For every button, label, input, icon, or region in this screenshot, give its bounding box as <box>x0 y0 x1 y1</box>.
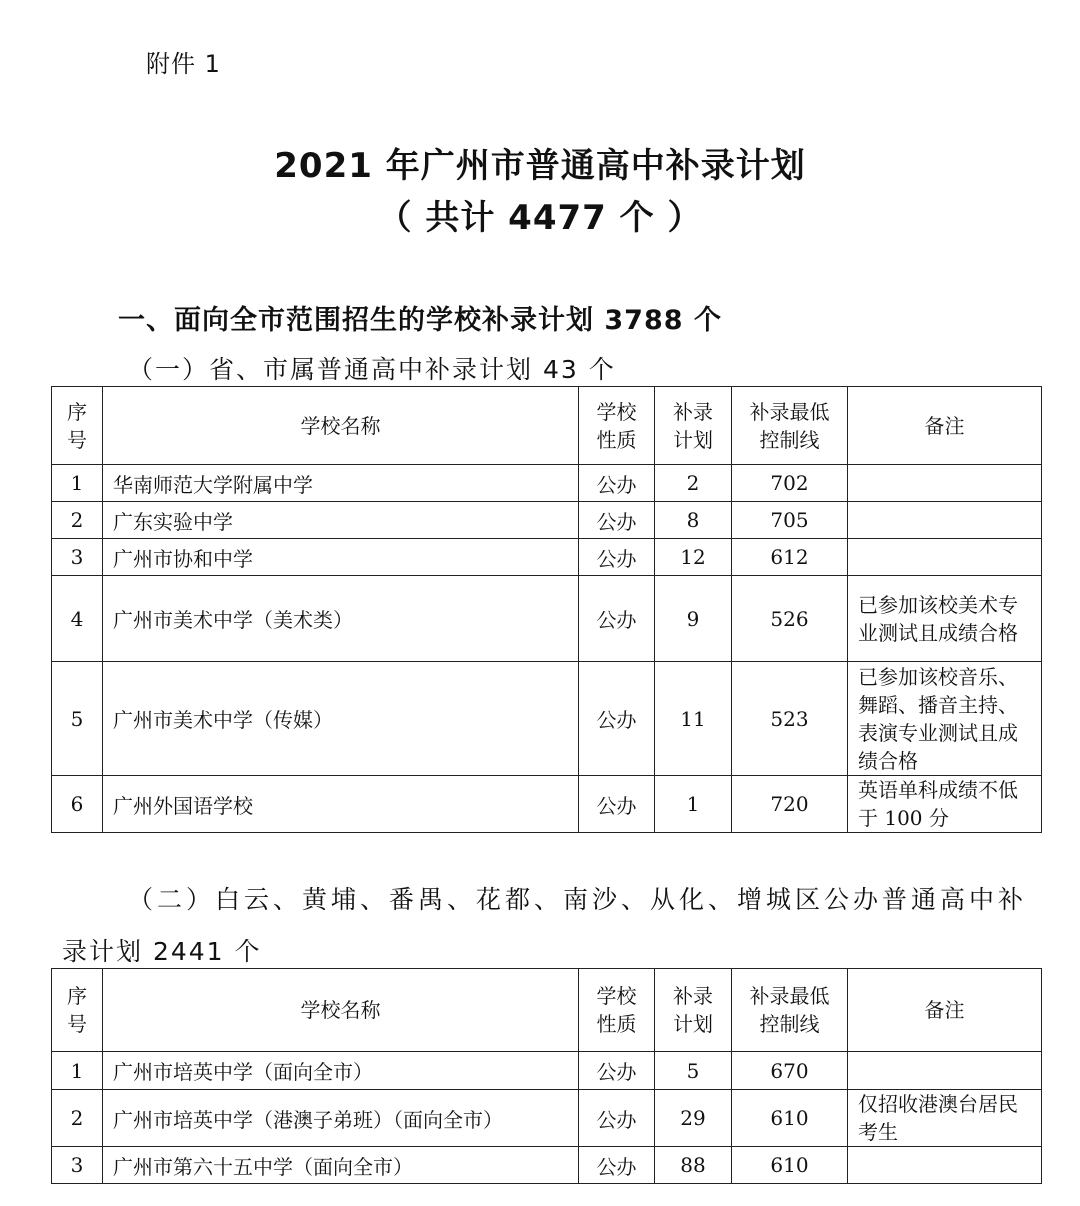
table-header-row <box>52 387 1042 465</box>
cell-school-name: 华南师范大学附属中学 <box>103 465 579 502</box>
cell-no: 2 <box>52 1090 103 1147</box>
table-row <box>52 502 1042 539</box>
cell-school-name: 广东实验中学 <box>103 502 579 539</box>
cell-min-score: 526 <box>732 576 848 662</box>
header-plan: 补录计划 <box>655 969 732 1052</box>
header-no: 序号 <box>52 969 103 1052</box>
cell-no: 2 <box>52 502 103 539</box>
subsection-heading-2-cont: 录计划 2441 个 <box>62 937 262 966</box>
cell-note <box>848 1052 1042 1090</box>
plan-table-1 <box>51 386 1042 833</box>
cell-no: 5 <box>52 662 103 776</box>
cell-note: 已参加该校音乐、舞蹈、播音主持、表演专业测试且成绩合格 <box>848 662 1042 776</box>
header-plan: 补录计划 <box>655 387 732 465</box>
cell-school-type: 公办 <box>579 465 655 502</box>
cell-note <box>848 502 1042 539</box>
cell-plan-count: 8 <box>655 502 732 539</box>
cell-min-score: 610 <box>732 1147 848 1184</box>
cell-min-score: 523 <box>732 662 848 776</box>
cell-school-name: 广州外国语学校 <box>103 776 579 833</box>
table-row <box>52 539 1042 576</box>
cell-no: 1 <box>52 465 103 502</box>
header-line: 补录最低控制线 <box>732 969 848 1052</box>
header-name: 学校名称 <box>103 969 579 1052</box>
header-name: 学校名称 <box>103 387 579 465</box>
header-note: 备注 <box>848 387 1042 465</box>
table-row <box>52 1052 1042 1090</box>
section-heading: 一、面向全市范围招生的学校补录计划 3788 个 <box>118 305 722 336</box>
cell-no: 1 <box>52 1052 103 1090</box>
cell-note: 仅招收港澳台居民考生 <box>848 1090 1042 1147</box>
cell-note <box>848 1147 1042 1184</box>
cell-school-type: 公办 <box>579 1147 655 1184</box>
cell-school-type: 公办 <box>579 1052 655 1090</box>
document-subtitle: （ 共计 4477 个 ） <box>377 198 703 238</box>
cell-school-name: 广州市美术中学（美术类） <box>103 576 579 662</box>
cell-school-name: 广州市美术中学（传媒） <box>103 662 579 776</box>
cell-plan-count: 9 <box>655 576 732 662</box>
table-header-row <box>52 969 1042 1052</box>
cell-plan-count: 12 <box>655 539 732 576</box>
header-line: 补录最低控制线 <box>732 387 848 465</box>
cell-school-name: 广州市培英中学（面向全市） <box>103 1052 579 1090</box>
cell-school-name: 广州市培英中学（港澳子弟班）（面向全市） <box>103 1090 579 1147</box>
cell-school-type: 公办 <box>579 502 655 539</box>
cell-school-type: 公办 <box>579 1090 655 1147</box>
table-row <box>52 776 1042 833</box>
cell-min-score: 702 <box>732 465 848 502</box>
cell-school-type: 公办 <box>579 662 655 776</box>
cell-no: 4 <box>52 576 103 662</box>
cell-school-type: 公办 <box>579 539 655 576</box>
cell-min-score: 670 <box>732 1052 848 1090</box>
cell-school-type: 公办 <box>579 576 655 662</box>
cell-plan-count: 2 <box>655 465 732 502</box>
subsection-heading-2: （二）白云、黄埔、番禺、花都、南沙、从化、增城区公办普通高中补 <box>128 885 1028 914</box>
subsection-heading-1: （一）省、市属普通高中补录计划 43 个 <box>128 355 616 384</box>
cell-school-type: 公办 <box>579 776 655 833</box>
cell-note: 英语单科成绩不低于 100 分 <box>848 776 1042 833</box>
document-title: 2021 年广州市普通高中补录计划 <box>274 146 806 186</box>
plan-table-2 <box>51 968 1042 1184</box>
cell-note: 已参加该校美术专业测试且成绩合格 <box>848 576 1042 662</box>
cell-min-score: 610 <box>732 1090 848 1147</box>
attachment-label: 附件 1 <box>146 50 221 78</box>
cell-school-name: 广州市协和中学 <box>103 539 579 576</box>
cell-plan-count: 5 <box>655 1052 732 1090</box>
cell-no: 3 <box>52 539 103 576</box>
cell-min-score: 705 <box>732 502 848 539</box>
cell-plan-count: 11 <box>655 662 732 776</box>
cell-plan-count: 88 <box>655 1147 732 1184</box>
cell-no: 6 <box>52 776 103 833</box>
header-note: 备注 <box>848 969 1042 1052</box>
cell-no: 3 <box>52 1147 103 1184</box>
header-type: 学校性质 <box>579 387 655 465</box>
cell-note <box>848 465 1042 502</box>
table-row <box>52 1147 1042 1184</box>
cell-note <box>848 539 1042 576</box>
cell-plan-count: 29 <box>655 1090 732 1147</box>
table-row <box>52 662 1042 776</box>
table-row <box>52 1090 1042 1147</box>
cell-min-score: 612 <box>732 539 848 576</box>
cell-plan-count: 1 <box>655 776 732 833</box>
table-row <box>52 576 1042 662</box>
table-row <box>52 465 1042 502</box>
header-type: 学校性质 <box>579 969 655 1052</box>
cell-school-name: 广州市第六十五中学（面向全市） <box>103 1147 579 1184</box>
header-no: 序号 <box>52 387 103 465</box>
cell-min-score: 720 <box>732 776 848 833</box>
